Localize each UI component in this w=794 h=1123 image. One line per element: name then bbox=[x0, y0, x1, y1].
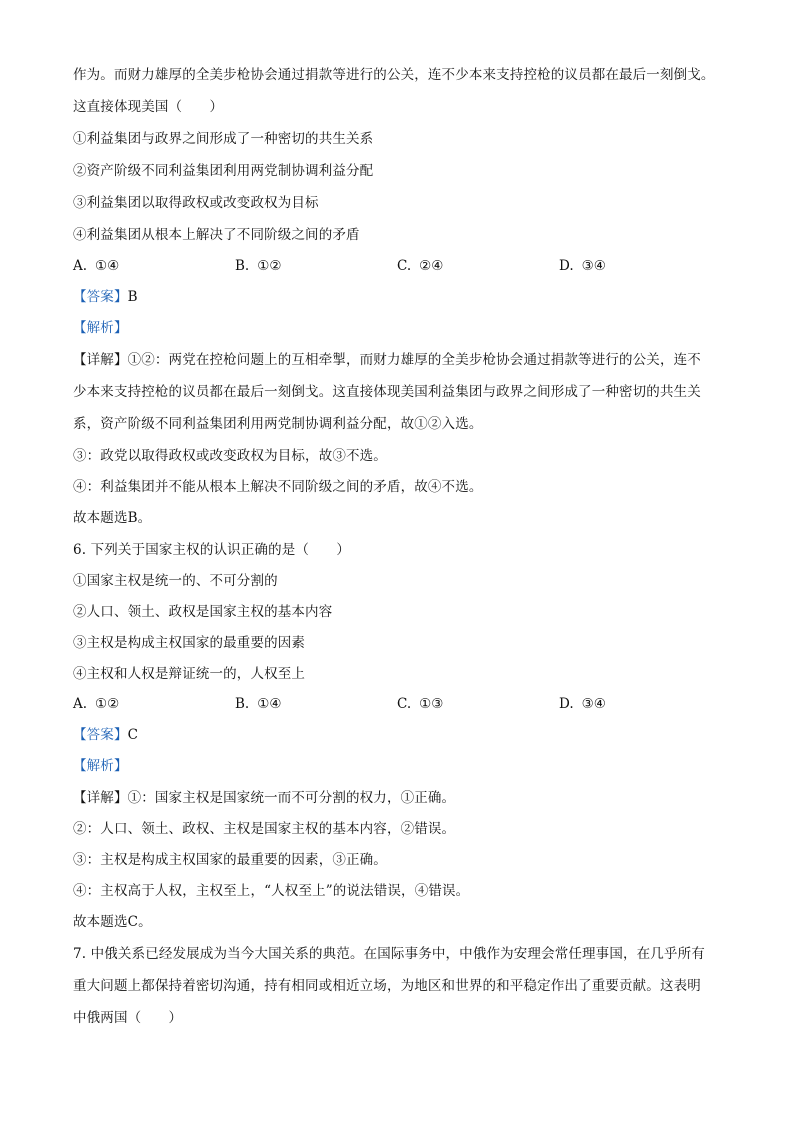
q5-item-2: ②资产阶级不同利益集团利用两党制协调利益分配 bbox=[73, 163, 374, 179]
q6-answer-label: 【答案】 bbox=[73, 727, 128, 743]
q6-conclusion: 故本题选C。 bbox=[73, 914, 152, 930]
q5-option-c-text: ②④ bbox=[419, 258, 444, 274]
q6-option-b-letter: B. bbox=[235, 696, 250, 712]
q6-item-1: ①国家主权是统一的、不可分割的 bbox=[73, 573, 278, 589]
q6-detail-text-1: ①：国家主权是国家统一而不可分割的权力，①正确。 bbox=[127, 790, 456, 806]
q5-item-3: ③利益集团以取得政权或改变政权为目标 bbox=[73, 195, 319, 211]
q5-detail-label: 【详解】 bbox=[73, 352, 128, 368]
q5-analysis bbox=[73, 318, 723, 338]
q6-answer-value: C bbox=[127, 727, 139, 743]
q6-option-c bbox=[397, 694, 443, 714]
q6-option-d-text: ③④ bbox=[581, 696, 606, 712]
q6-note-2: ③：主权是构成主权国家的最重要的因素，③正确。 bbox=[73, 852, 387, 868]
q6-option-a-text: ①② bbox=[95, 696, 120, 712]
q5-stem-tail: 作为。而财力雄厚的全美步枪协会通过捐款等进行的公关，连不少本来支持控枪的议员都在最后一刻倒戈。 bbox=[73, 67, 715, 83]
q5-option-d bbox=[559, 256, 606, 276]
q5-option-b-text: ①② bbox=[257, 258, 282, 274]
q5-option-a-text: ①④ bbox=[95, 258, 120, 274]
q6-detail-line-1 bbox=[73, 788, 723, 808]
q7-stem-line-1: 7. 中俄关系已经发展成为当今大国关系的典范。在国际事务中，中俄作为安理会常任理事国，在几乎所有 bbox=[73, 946, 705, 962]
q6-analysis bbox=[73, 756, 723, 776]
q7-stem-line-3: 中俄两国（ ） bbox=[73, 1010, 183, 1026]
q6-option-d bbox=[559, 694, 606, 714]
q5-conclusion: 故本题选B。 bbox=[73, 510, 152, 526]
q5-option-b bbox=[235, 256, 281, 276]
q5-detail-line-2: 少本来支持控枪的议员都在最后一刻倒戈。这直接体现美国利益集团与政界之间形成了一种密切的共生关 bbox=[73, 384, 701, 400]
q5-note-2: ④：利益集团并不能从根本上解决不同阶级之间的矛盾，故④不选。 bbox=[73, 479, 483, 495]
q6-option-c-letter: C. bbox=[397, 696, 412, 712]
q5-answer-label: 【答案】 bbox=[73, 289, 128, 305]
q6-option-d-letter: D. bbox=[559, 696, 574, 712]
q6-option-b bbox=[235, 694, 281, 714]
q6-option-c-text: ①③ bbox=[419, 696, 444, 712]
q5-option-d-letter: D. bbox=[559, 258, 574, 274]
q5-item-1: ①利益集团与政界之间形成了一种密切的共生关系 bbox=[73, 131, 374, 147]
q5-analysis-label: 【解析】 bbox=[73, 320, 128, 336]
q6-option-b-text: ①④ bbox=[257, 696, 282, 712]
q6-note-1: ②：人口、领土、政权、主权是国家主权的基本内容，②错误。 bbox=[73, 821, 456, 837]
q6-detail-label: 【详解】 bbox=[73, 790, 128, 806]
q5-answer bbox=[73, 287, 723, 307]
q6-option-a bbox=[73, 694, 119, 714]
q5-option-c-letter: C. bbox=[397, 258, 412, 274]
q7-stem-line-2: 重大问题上都保持着密切沟通，持有相同或相近立场，为地区和世界的和平稳定作出了重要贡献。这表明 bbox=[73, 978, 701, 994]
q6-answer bbox=[73, 725, 723, 745]
q6-item-3: ③主权是构成主权国家的最重要的因素 bbox=[73, 635, 306, 651]
q5-option-a-letter: A. bbox=[73, 258, 88, 274]
q6-stem: 6. 下列关于国家主权的认识正确的是（ ） bbox=[73, 542, 350, 558]
q5-item-4: ④利益集团从根本上解决了不同阶级之间的矛盾 bbox=[73, 227, 360, 243]
q5-detail-line-1 bbox=[73, 350, 723, 370]
q5-option-a bbox=[73, 256, 119, 276]
q6-analysis-label: 【解析】 bbox=[73, 758, 128, 774]
q5-option-b-letter: B. bbox=[235, 258, 250, 274]
q5-option-c bbox=[397, 256, 443, 276]
q5-option-d-text: ③④ bbox=[581, 258, 606, 274]
q5-note-1: ③：政党以取得政权或改变政权为目标，故③不选。 bbox=[73, 448, 387, 464]
q5-detail-line-3: 系，资产阶级不同利益集团利用两党制协调利益分配，故①②入选。 bbox=[73, 416, 483, 432]
q5-answer-value: B bbox=[127, 289, 138, 305]
q5-detail-text-1: ①②：两党在控枪问题上的互相牵掣，而财力雄厚的全美步枪协会通过捐款等进行的公关，连不 bbox=[127, 352, 701, 368]
q6-item-2: ②人口、领土、政权是国家主权的基本内容 bbox=[73, 604, 333, 620]
q6-note-3: ④：主权高于人权，主权至上，“人权至上”的说法错误，④错误。 bbox=[73, 883, 470, 899]
q6-option-a-letter: A. bbox=[73, 696, 88, 712]
q5-stem-end: 这直接体现美国（ ） bbox=[73, 99, 224, 115]
q6-item-4: ④主权和人权是辩证统一的，人权至上 bbox=[73, 666, 306, 682]
